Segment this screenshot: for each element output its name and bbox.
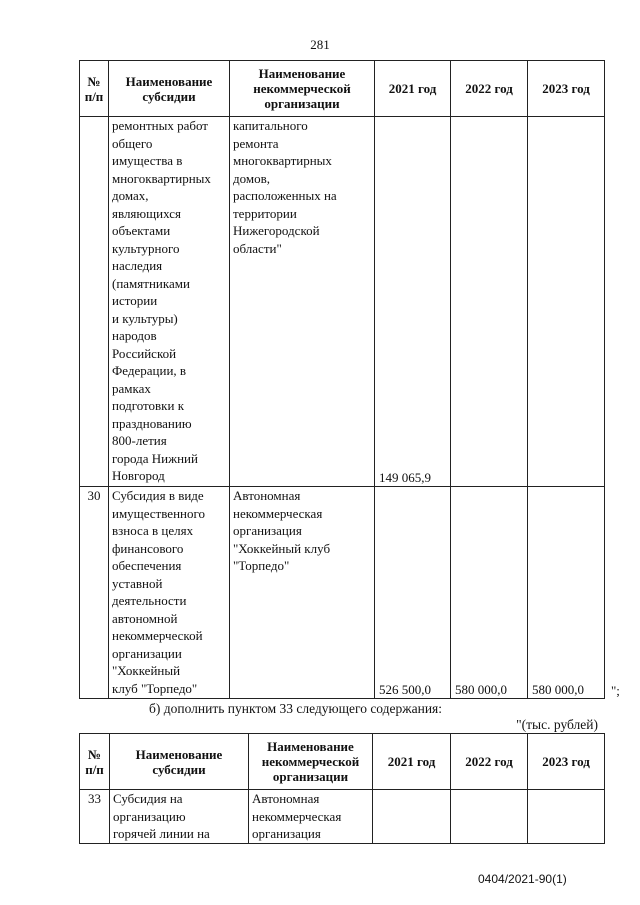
header-num: № п/п [80, 61, 109, 117]
amount-2021: 149 065,9 [375, 117, 451, 487]
header-2023: 2023 год [528, 61, 605, 117]
subsidies-table [79, 60, 605, 699]
header-2021: 2021 год [373, 734, 451, 790]
header-2021: 2021 год [375, 61, 451, 117]
table-row [80, 790, 605, 844]
header-num: № п/п [80, 734, 110, 790]
units-label: "(тыс. рублей) [516, 717, 598, 732]
row-number: 33 [80, 790, 110, 844]
page-number: 281 [310, 37, 330, 52]
row-number [80, 117, 109, 487]
subsidy-name: Субсидия на организацию горячей линии на [110, 790, 249, 844]
header-2023: 2023 год [528, 734, 605, 790]
amount-2021 [373, 790, 451, 844]
table-row [80, 487, 605, 699]
amount-2021: 526 500,0 [375, 487, 451, 699]
header-2022: 2022 год [451, 734, 528, 790]
document-number: 0404/2021-90(1) [478, 872, 567, 886]
header-subsidy: Наименование субсидии [109, 61, 230, 117]
amount-2022: 580 000,0 [451, 487, 528, 699]
organization-name: Автономная некоммерческая организация [249, 790, 373, 844]
amendment-text: б) дополнить пунктом 33 следующего содержания: [149, 701, 443, 716]
organization-name: капитального ремонта многоквартирных домов, расположенных на территории Нижегородской области" [230, 117, 375, 487]
amount-2022 [451, 117, 528, 487]
table-header-row [80, 734, 605, 790]
header-subsidy: Наименование субсидии [110, 734, 249, 790]
row-number: 30 [80, 487, 109, 699]
table-header-row [80, 61, 605, 117]
amount-2023 [528, 790, 605, 844]
table-row [80, 117, 605, 487]
organization-name: Автономная некоммерческая организация "Хоккейный клуб "Торпедо" [230, 487, 375, 699]
amount-2022 [451, 790, 528, 844]
amount-2023: 580 000,0 [528, 487, 605, 699]
header-organization: Наименование некоммерческой организации [249, 734, 373, 790]
subsidy-name: ремонтных работ общего имущества в многоквартирных домах, являющихся объектами культурного наследия (памятниками истории и культуры) народов Российской Федерации, в рамках подготовки к празднованию 800-летия города Нижний Новгород [109, 117, 230, 487]
header-2022: 2022 год [451, 61, 528, 117]
amount-2023 [528, 117, 605, 487]
subsidies-table-addition [79, 733, 605, 844]
subsidy-name: Субсидия в виде имущественного взноса в целях финансового обеспечения уставной деятельности автономной некоммерческой организации "Хоккейный клуб "Торпедо" [109, 487, 230, 699]
header-organization: Наименование некоммерческой организации [230, 61, 375, 117]
closing-quote: "; [611, 683, 620, 698]
